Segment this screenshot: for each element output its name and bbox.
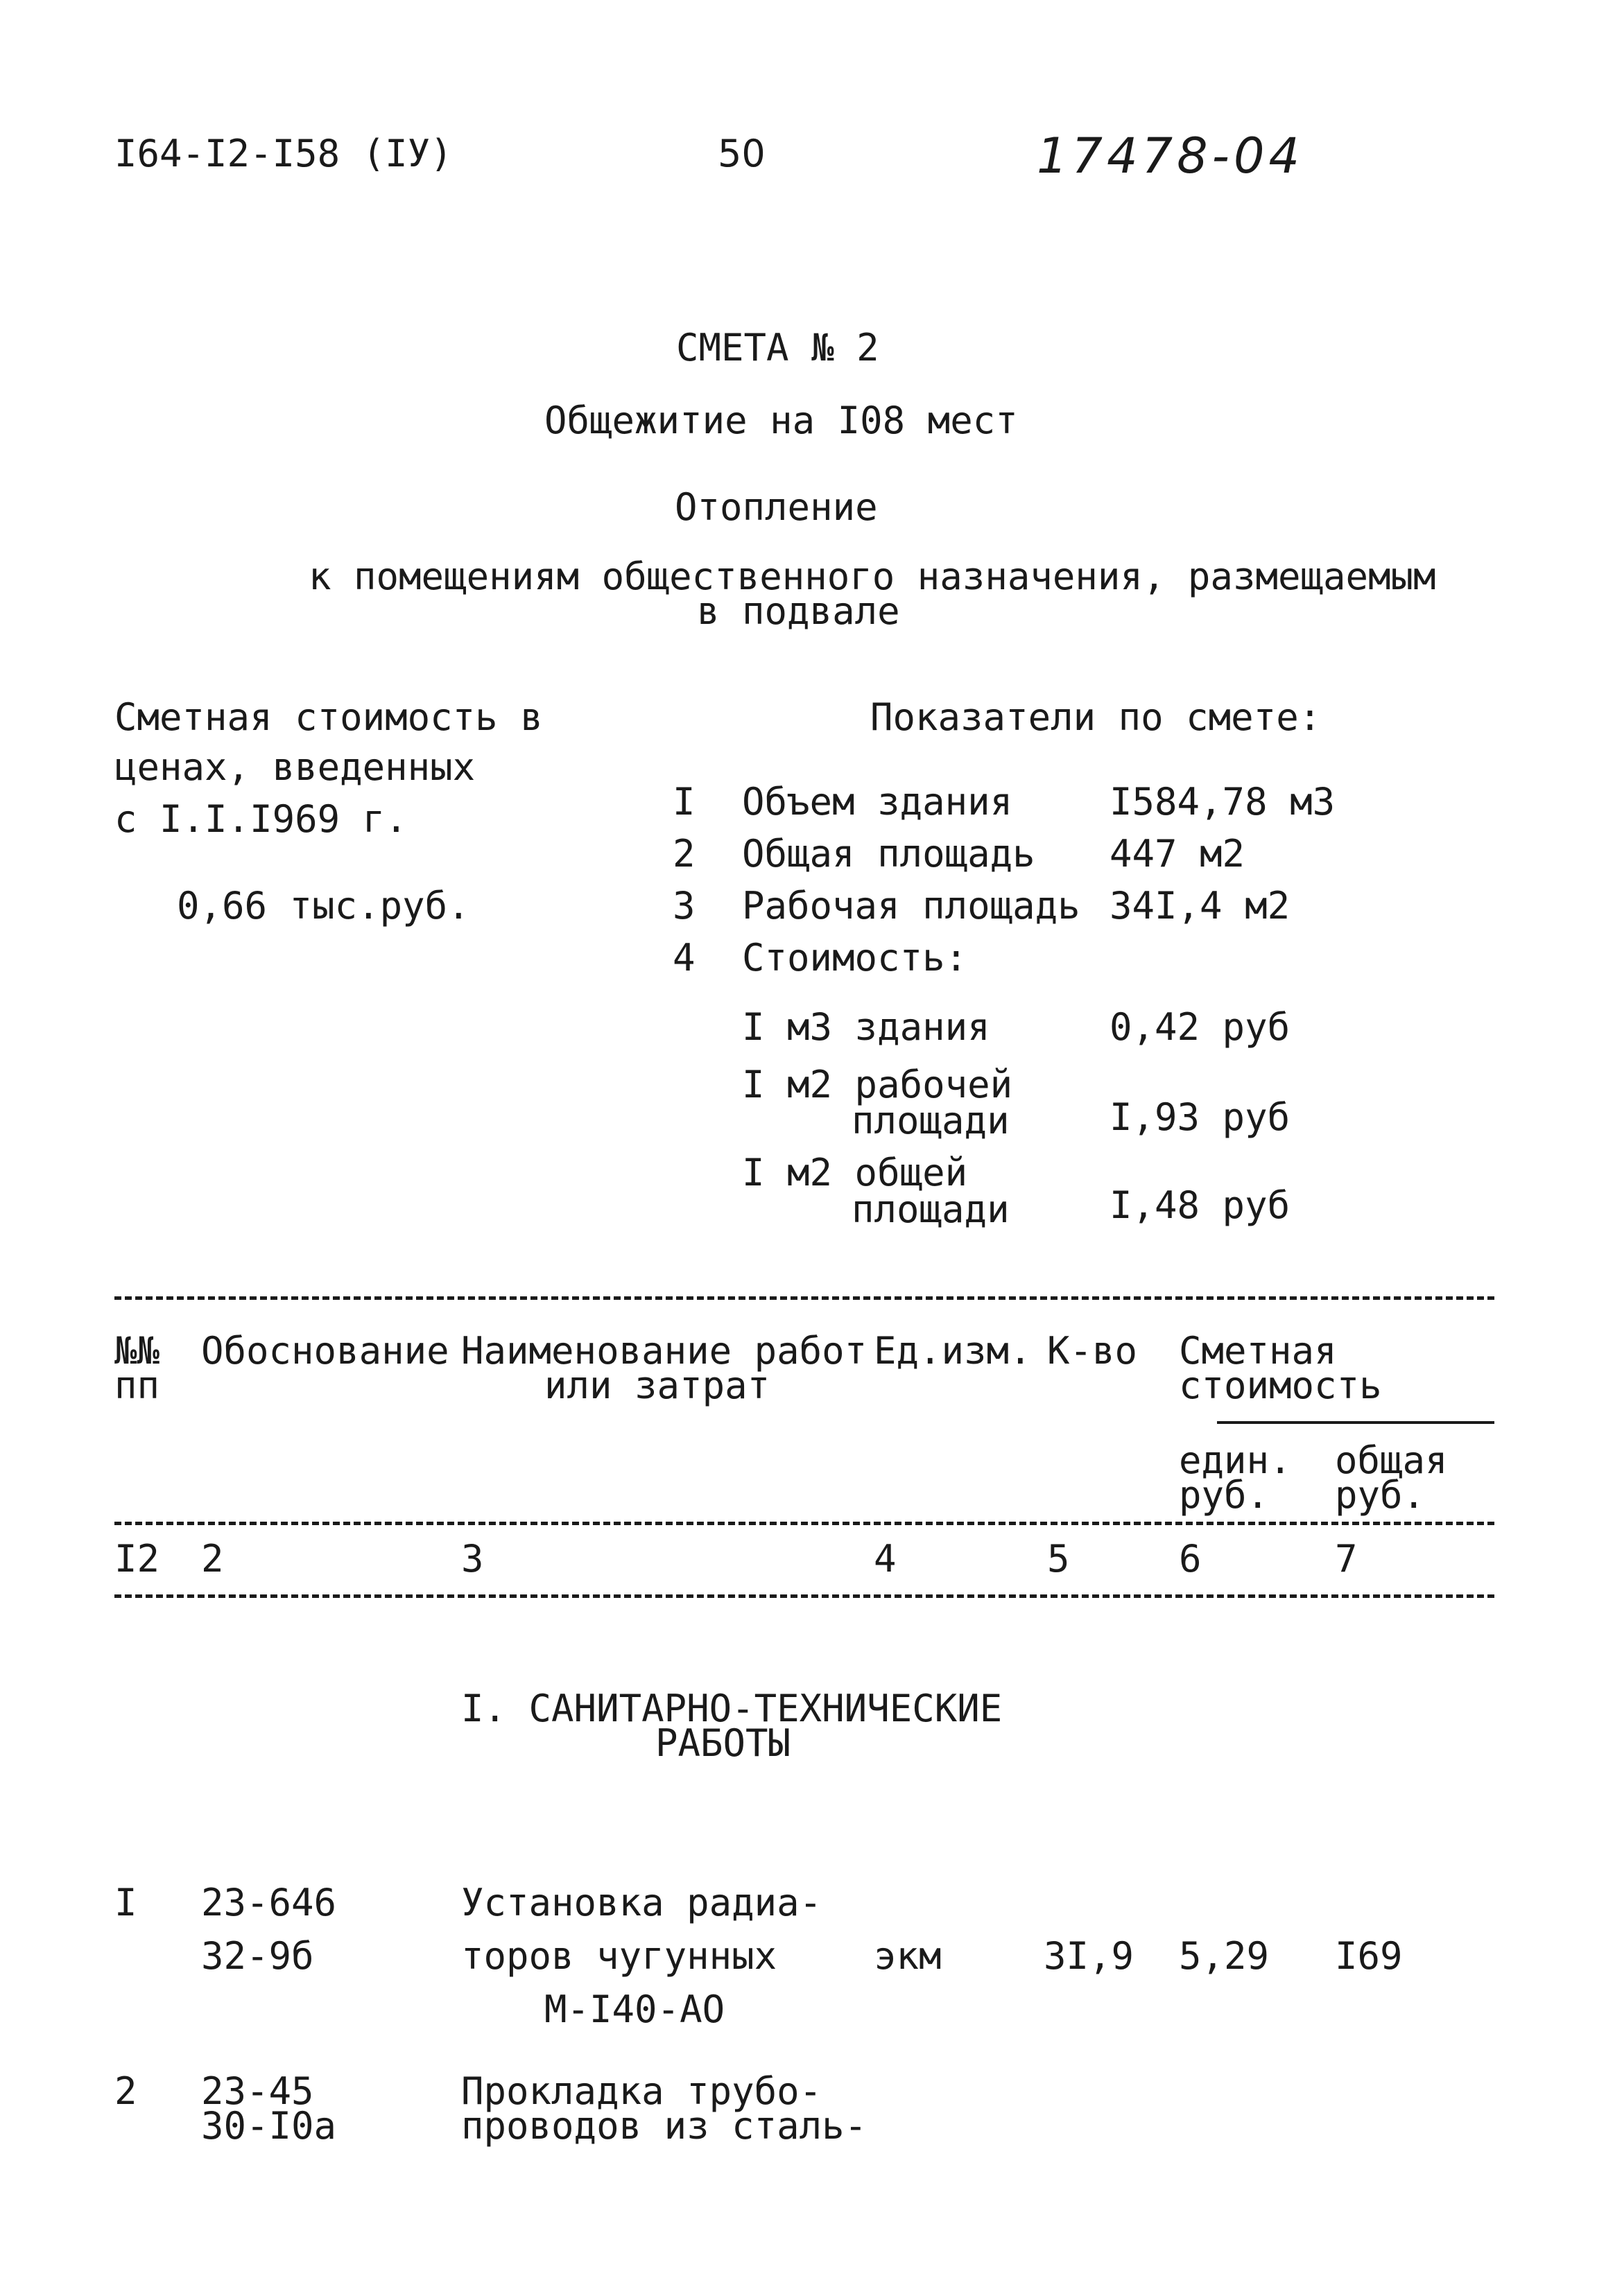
- section-title: Отопление: [675, 485, 878, 529]
- unit-cost-label-cont: площади: [852, 1188, 1010, 1231]
- indicator-value: 447 м2: [1110, 832, 1245, 876]
- header-bottom-rule: [114, 1522, 1494, 1525]
- column-numbers-bottom-rule: [114, 1594, 1494, 1598]
- header-cost-cont: стоимость: [1179, 1364, 1382, 1407]
- column-number: 2: [201, 1537, 224, 1581]
- handwritten-number: 17478-04: [1037, 128, 1304, 184]
- row-total: I69: [1335, 1934, 1403, 1978]
- header-unit-price-cont: руб.: [1179, 1473, 1270, 1517]
- subtitle-line-2: в подвале: [697, 589, 900, 633]
- row-basis-cont: 30-I0а: [201, 2104, 337, 2148]
- header-unit: Ед.изм.: [874, 1329, 1032, 1373]
- unit-cost-label: I м2 общей: [742, 1151, 968, 1194]
- indicator-label: Объем здания: [742, 780, 1013, 824]
- cost-subheader-rule: [1217, 1421, 1494, 1424]
- row-basis: 23-646: [201, 1881, 337, 1924]
- row-number: 2: [114, 2069, 137, 2113]
- indicator-number: 4: [673, 936, 696, 980]
- indicator-label: Общая площадь: [742, 832, 1035, 876]
- page-number: 50: [718, 132, 766, 175]
- header-num-cont: пп: [114, 1364, 160, 1407]
- row-name-cont: торов чугунных: [461, 1934, 777, 1978]
- row-unit: экм: [874, 1934, 942, 1978]
- column-number: 3: [461, 1537, 484, 1581]
- row-basis-cont: 32-9б: [201, 1934, 314, 1978]
- row-qty: 3I,9: [1044, 1934, 1134, 1978]
- row-name-cont: проводов из сталь-: [461, 2104, 867, 2148]
- unit-cost-label: I м3 здания: [742, 1005, 990, 1049]
- column-number: 7: [1335, 1537, 1358, 1581]
- row-number: I: [114, 1881, 137, 1924]
- indicator-value: 34I,4 м2: [1110, 884, 1290, 928]
- header-name-cont: или затрат: [544, 1364, 770, 1407]
- cost-label-line-2: ценах, введенных: [114, 745, 476, 789]
- indicators-heading: Показатели по смете:: [870, 695, 1322, 739]
- cost-amount: 0,66 тыс.руб.: [177, 884, 470, 928]
- cost-label-line-1: Сметная стоимость в: [114, 695, 543, 739]
- indicator-number: I: [673, 780, 696, 824]
- indicator-number: 3: [673, 884, 696, 928]
- row-name: Установка радиа-: [461, 1881, 822, 1924]
- estimate-title: СМЕТА № 2: [676, 326, 879, 369]
- indicator-value: I584,78 м3: [1110, 780, 1336, 824]
- object-title: Общежитие на I08 мест: [544, 399, 1018, 442]
- subtitle-line-1: к помещениям общественного назначения, размещаемым: [309, 555, 1436, 598]
- document-code: I64-I2-I58 (IУ): [114, 132, 453, 175]
- header-total: общая: [1335, 1438, 1448, 1482]
- header-name: Наименование работ: [461, 1329, 867, 1373]
- header-num: №№: [114, 1329, 160, 1373]
- unit-cost-value: I,93 руб: [1110, 1095, 1290, 1139]
- indicator-label: Стоимость:: [742, 936, 968, 980]
- indicator-label: Рабочая площадь: [742, 884, 1080, 928]
- column-number: 4: [874, 1537, 897, 1581]
- column-number: I2: [114, 1537, 160, 1581]
- header-qty: К-во: [1047, 1329, 1138, 1373]
- indicator-number: 2: [673, 832, 696, 876]
- header-cost: Сметная: [1179, 1329, 1337, 1373]
- unit-cost-value: 0,42 руб: [1110, 1005, 1290, 1049]
- cost-label-line-3: с I.I.I969 г.: [114, 797, 408, 841]
- row-name-cont: М-I40-АО: [544, 1988, 725, 2031]
- unit-cost-label-cont: площади: [852, 1099, 1010, 1142]
- row-unit-price: 5,29: [1179, 1934, 1270, 1978]
- header-total-cont: руб.: [1335, 1473, 1426, 1517]
- header-basis: Обоснование: [201, 1329, 449, 1373]
- unit-cost-label: I м2 рабочей: [742, 1063, 1013, 1106]
- unit-cost-value: I,48 руб: [1110, 1183, 1290, 1227]
- section-heading-cont: РАБОТЫ: [655, 1721, 791, 1765]
- column-number: 5: [1047, 1537, 1070, 1581]
- column-number: 6: [1179, 1537, 1202, 1581]
- table-top-rule: [114, 1296, 1494, 1300]
- section-heading: I. САНИТАРНО-ТЕХНИЧЕСКИЕ: [461, 1687, 1003, 1730]
- row-name: Прокладка трубо-: [461, 2069, 822, 2113]
- header-unit-price: един.: [1179, 1438, 1292, 1482]
- row-basis: 23-45: [201, 2069, 314, 2113]
